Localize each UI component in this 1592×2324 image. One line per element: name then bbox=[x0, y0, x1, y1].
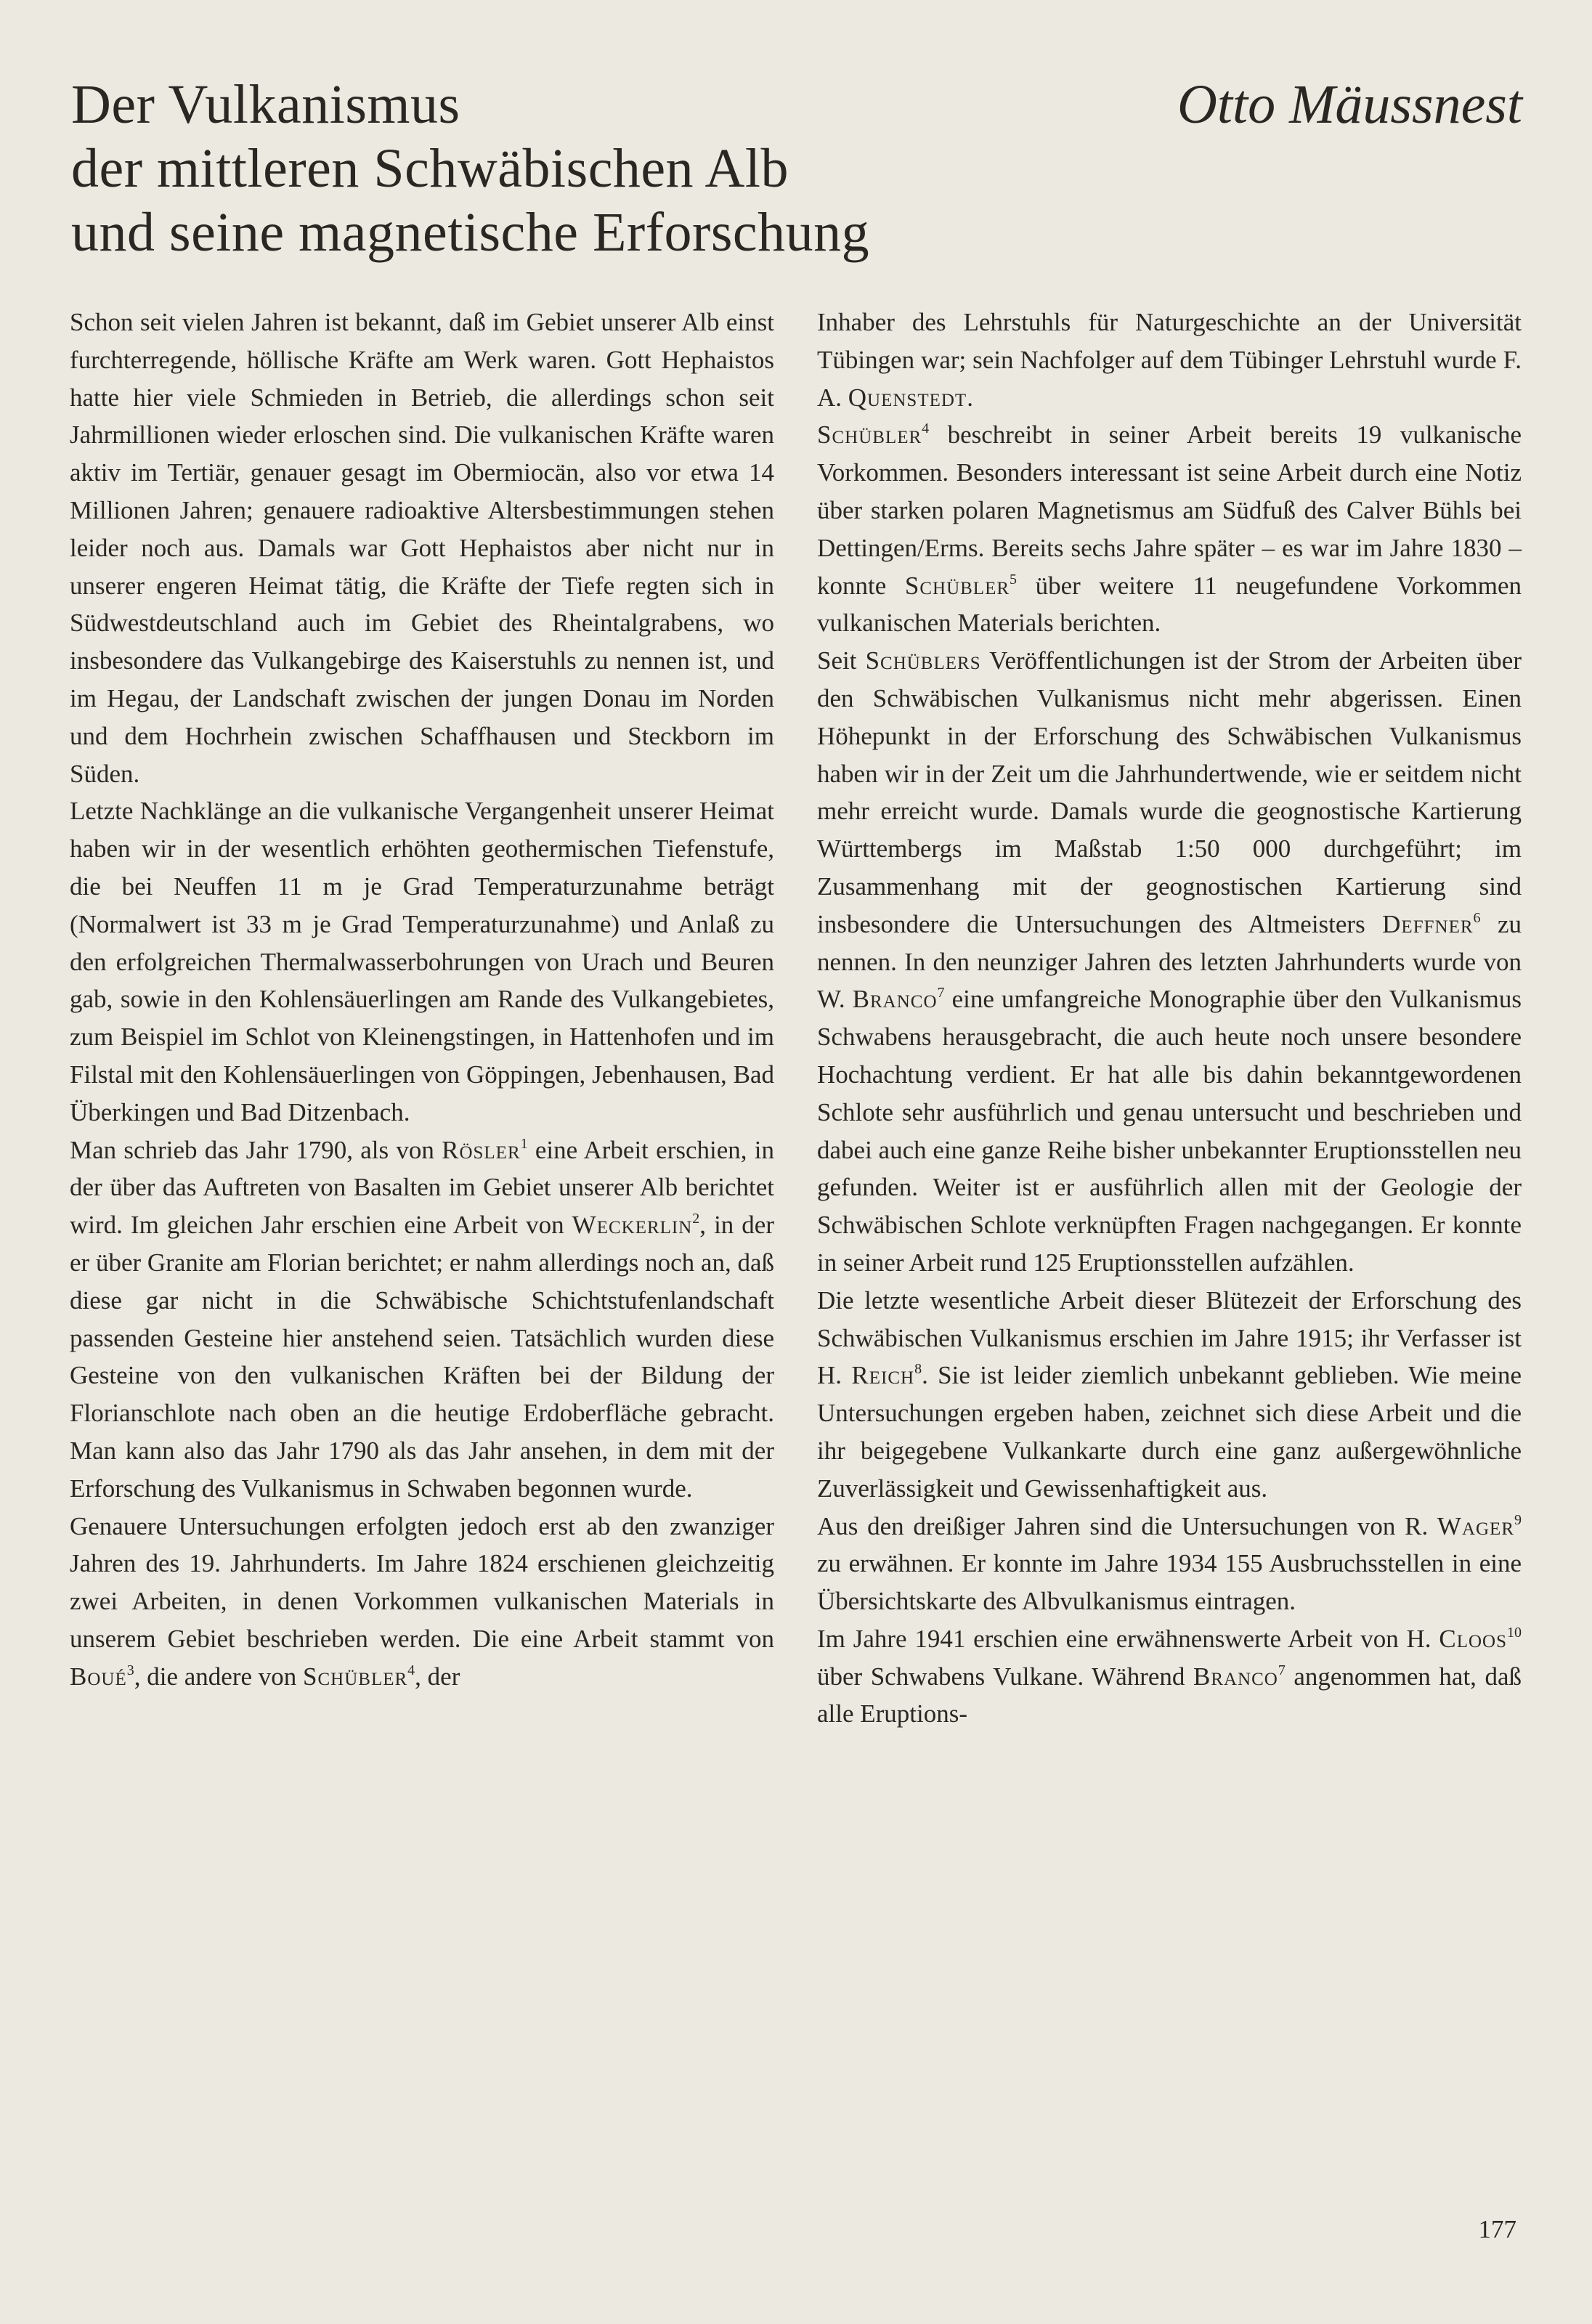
footnote-ref: 8 bbox=[914, 1361, 922, 1378]
paragraph bbox=[70, 1131, 774, 1508]
footnote-ref: 9 bbox=[1514, 1511, 1522, 1528]
text-run: beschreibt in seiner Arbeit bereits 19 vulkanische Vorkommen. Besonders interessant ist seine Arbeit durch eine Notiz über starken polaren Magnetismus am Südfuß des Calver Bühls bei Dettingen/Erms. Bereits sechs Jahre später – es war im Jahre 1830 – konnte bbox=[817, 420, 1522, 600]
text-run: eine umfangreiche Monographie über den Vulkanismus Schwabens herausgebracht, die auch heute noch unsere besondere Hochachtung verdient. Er hat alle bis dahin bekanntgewordenen Schlote sehr ausführlich und genau untersucht und beschrieben und dabei auch eine ganze Reihe bisher unbekannter Eruptionsstellen neu gefunden. Weiter ist er ausführlich allen mit der Geologie der Schwäbischen Schlote verknüpften Fragen nachgegangen. Er konnte in seiner Arbeit rund 125 Eruptionsstellen aufzählen. bbox=[817, 985, 1522, 1277]
paragraph bbox=[817, 1620, 1522, 1733]
footnote-ref: 7 bbox=[937, 985, 945, 1001]
footnote-ref: 3 bbox=[126, 1662, 134, 1678]
cited-author: Schübler bbox=[303, 1662, 408, 1691]
text-run: . bbox=[967, 383, 973, 412]
cited-author: Quenstedt bbox=[848, 383, 967, 412]
text-run: über Schwabens Vulkane. Während bbox=[817, 1662, 1193, 1691]
footnote-ref: 2 bbox=[692, 1211, 700, 1227]
footnote-ref: 4 bbox=[407, 1662, 415, 1678]
author-name: Otto Mäussnest bbox=[1177, 74, 1522, 135]
title-line-2: der mittleren Schwäbischen Alb bbox=[71, 138, 789, 199]
page-number: 177 bbox=[1478, 2215, 1516, 2243]
paragraph bbox=[817, 304, 1522, 416]
text-run: , in der er über Granite am Florian berichtet; er nahm allerdings noch an, daß diese gar nicht in die Schwäbische Schichtstufenlandschaft passenden Gesteine hier anstehend seien. Tatsächlich wurden diese Gesteine von den vulkanischen Kräften bei der Bildung der Florianschlote nach oben an die heutige Erdoberfläche gebracht. Man kann also das Jahr 1790 als das Jahr ansehen, in dem mit der Erforschung des Vulkanismus in Schwaben begonnen wurde. bbox=[70, 1211, 774, 1503]
article-title bbox=[71, 73, 1161, 264]
footnote-ref: 6 bbox=[1473, 909, 1481, 926]
cited-author: Rösler bbox=[442, 1135, 521, 1164]
footnote-ref: 1 bbox=[520, 1135, 528, 1152]
cited-author: Deffner bbox=[1382, 909, 1474, 938]
cited-author: Branco bbox=[1193, 1662, 1278, 1691]
text-run: Die letzte wesentliche Arbeit dieser Blütezeit der Erforschung des Schwäbischen Vulkanismus erschien im Jahre 1915; ihr Verfasser ist H. bbox=[817, 1285, 1522, 1390]
footnote-ref: 4 bbox=[922, 420, 930, 437]
right-column bbox=[817, 304, 1522, 1733]
text-run: Letzte Nachklänge an die vulkanische Vergangenheit unserer Heimat haben wir in der wesentlich erhöhten geothermischen Tiefenstufe, die bei Neuffen 11 m je Grad Temperaturzunahme beträgt (Normalwert ist 33 m je Grad Temperaturzunahme) und Anlaß zu den erfolgreichen Thermalwasserbohrungen von Urach und Beuren gab, sowie in den Kohlensäuerlingen am Rande des Vulkangebietes, zum Beispiel im Schlot von Kleinengstingen, in Hattenhofen und im Filstal mit den Kohlensäuerlingen von Göppingen, Jebenhausen, Bad Überkingen und Bad Ditzenbach. bbox=[70, 797, 774, 1126]
footnote-ref: 10 bbox=[1507, 1624, 1522, 1641]
cited-author: Wager bbox=[1437, 1511, 1514, 1540]
text-run: Man schrieb das Jahr 1790, als von bbox=[70, 1135, 442, 1164]
text-run: . Sie ist leider ziemlich unbekannt geblieben. Wie meine Untersuchungen ergeben haben, zeichnet sich diese Arbeit und die ihr beigegebene Vulkankarte durch eine ganz außergewöhnliche Zuverlässigkeit und Gewissenhaftigkeit aus. bbox=[817, 1361, 1522, 1503]
cited-author: Schüblers bbox=[865, 646, 981, 675]
title-line-3: und seine magnetische Erforschung bbox=[71, 202, 870, 263]
title-line-1: Der Vulkanismus bbox=[71, 74, 460, 135]
cited-author: Cloos bbox=[1439, 1624, 1507, 1653]
text-run: Genauere Untersuchungen erfolgten jedoch erst ab den zwanziger Jahren des 19. Jahrhunderts. Im Jahre 1824 erschienen gleichzeitig zwei Arbeiten, in denen Vorkommen vulkanischen Materials in unserem Gebiet beschrieben werden. Die eine Arbeit stammt von bbox=[70, 1511, 774, 1653]
text-run: zu nennen. In den neunziger Jahren des letzten Jahrhunderts wurde von W. bbox=[817, 909, 1522, 1014]
text-run: Aus den dreißiger Jahren sind die Untersuchungen von R. bbox=[817, 1511, 1437, 1540]
paragraph bbox=[817, 1282, 1522, 1508]
cited-author: Branco bbox=[852, 985, 938, 1014]
text-run: angenommen hat, daß alle Eruptions- bbox=[817, 1662, 1522, 1728]
text-run: eine Arbeit erschien, in der über das Auftreten von Basalten im Gebiet unserer Alb berichtet wird. Im gleichen Jahr erschien eine Arbeit von bbox=[70, 1135, 774, 1240]
cited-author: Boué bbox=[70, 1662, 127, 1691]
footnote-ref: 7 bbox=[1278, 1662, 1286, 1678]
cited-author: Weckerlin bbox=[572, 1211, 693, 1240]
paragraph bbox=[70, 792, 774, 1131]
paragraph bbox=[70, 304, 774, 792]
text-run: , die andere von bbox=[134, 1662, 304, 1691]
text-run: über weitere 11 neugefundene Vorkommen vulkanischen Materials berichten. bbox=[817, 571, 1522, 638]
cited-author: Schübler bbox=[817, 420, 922, 450]
footnote-ref: 5 bbox=[1010, 571, 1018, 588]
text-run: Seit bbox=[817, 646, 866, 675]
paragraph bbox=[817, 642, 1522, 1282]
text-run: Im Jahre 1941 erschien eine erwähnenswerte Arbeit von H. bbox=[817, 1624, 1439, 1653]
text-run: Veröffentlichungen ist der Strom der Arbeiten über den Schwäbischen Vulkanismus nicht mehr abgerissen. Einen Höhepunkt in der Erforschung des Schwäbischen Vulkanismus haben wir in der Zeit um die Jahrhundertwende, wie er seitdem nicht mehr erreicht wurde. Damals wurde die geognostische Kartierung Württembergs im Maßstab 1:50 000 durchgeführt; im Zusammenhang mit der geognostischen Kartierung sind insbesondere die Untersuchungen des Altmeisters bbox=[817, 646, 1522, 938]
paragraph bbox=[817, 1508, 1522, 1620]
text-run: zu erwähnen. Er konnte im Jahre 1934 155 Ausbruchsstellen in eine Übersichtskarte des Albvulkanismus eintragen. bbox=[817, 1549, 1522, 1616]
paragraph bbox=[70, 1508, 774, 1696]
text-run: , der bbox=[415, 1662, 460, 1691]
paragraph bbox=[817, 416, 1522, 642]
cited-author: Reich bbox=[851, 1361, 915, 1390]
text-run: Inhaber des Lehrstuhls für Naturgeschichte an der Universität Tübingen war; sein Nachfolger auf dem Tübinger Lehrstuhl wurde F. A. bbox=[817, 308, 1522, 412]
cited-author: Schübler bbox=[904, 571, 1010, 600]
left-column bbox=[70, 304, 774, 1695]
text-run: Schon seit vielen Jahren ist bekannt, daß im Gebiet unserer Alb einst furchterregende, höllische Kräfte am Werk waren. Gott Hephaistos hatte hier viele Schmieden in Betrieb, die allerdings schon seit Jahrmillionen wieder erloschen sind. Die vulkanischen Kräfte waren aktiv im Tertiär, genauer gesagt im Obermiocän, also vor etwa 14 Millionen Jahren; genauere radioaktive Altersbestimmungen stehen leider noch aus. Damals war Gott Hephaistos aber nicht nur in unserer engeren Heimat tätig, die Kräfte der Tiefe regten sich in Südwestdeutschland auch im Gebiet des Rheintalgrabens, wo insbesondere das Vulkangebirge des Kaiserstuhls zu nennen ist, und im Hegau, der Landschaft zwischen der jungen Donau im Norden und dem Hochrhein zwischen Schaffhausen und Steckborn im Süden. bbox=[70, 308, 774, 788]
